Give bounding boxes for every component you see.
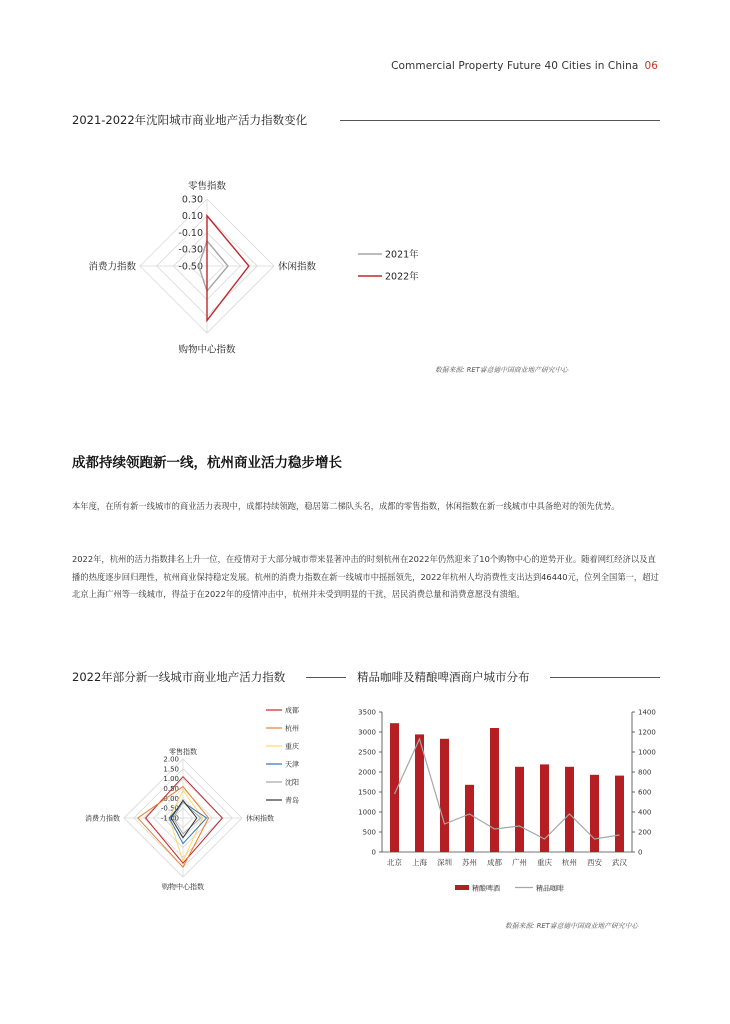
left-tick-label: 1000 bbox=[358, 808, 376, 817]
tick-label: 0.10 bbox=[181, 211, 203, 223]
legend-label: 沈阳 bbox=[285, 778, 299, 787]
header-title: Commercial Property Future 40 Cities in China bbox=[391, 60, 639, 72]
legend-label: 2021年 bbox=[385, 249, 419, 261]
category-label: 重庆 bbox=[537, 858, 552, 867]
left-tick-label: 0 bbox=[371, 848, 376, 857]
axis-label: 休闲指数 bbox=[246, 814, 274, 823]
coffee-beer-bar-chart bbox=[345, 700, 665, 905]
tick-label: 1.50 bbox=[163, 765, 179, 774]
axis-label: 零售指数 bbox=[187, 181, 227, 192]
right-tick-label: 200 bbox=[638, 828, 652, 837]
left-tick-label: 500 bbox=[362, 828, 376, 837]
section1-source: 数据来源: RET睿意德中国商业地产研究中心 bbox=[435, 366, 569, 374]
tick-label: -0.50 bbox=[160, 804, 179, 813]
left-tick-label: 3000 bbox=[358, 728, 376, 737]
article-heading: 成都持续领跑新一线，杭州商业活力稳步增长 bbox=[72, 455, 342, 471]
tick-label: 0.50 bbox=[163, 784, 179, 793]
bar bbox=[565, 767, 574, 852]
category-label: 广州 bbox=[512, 858, 527, 867]
tick-label: -0.30 bbox=[178, 244, 203, 256]
section2-rule bbox=[306, 677, 346, 678]
section3-title: 精品咖啡及精酿啤酒商户城市分布 bbox=[357, 670, 530, 684]
axis-label: 购物中心指数 bbox=[178, 344, 236, 356]
category-label: 武汉 bbox=[612, 858, 627, 867]
series-polygon bbox=[207, 216, 249, 321]
axis-label: 消费力指数 bbox=[88, 261, 136, 273]
legend-label: 重庆 bbox=[285, 742, 299, 751]
legend-label: 精酿啤酒 bbox=[472, 884, 500, 893]
tick-label: -0.10 bbox=[178, 227, 203, 239]
right-tick-label: 1000 bbox=[638, 748, 656, 757]
tick-label: 0.30 bbox=[181, 194, 203, 206]
section3-rule bbox=[550, 677, 660, 678]
right-tick-label: 1400 bbox=[638, 708, 656, 717]
right-tick-label: 600 bbox=[638, 788, 652, 797]
axis-label: 消费力指数 bbox=[85, 814, 120, 823]
tick-label: -0.50 bbox=[178, 261, 203, 273]
cities-radar-chart bbox=[70, 700, 310, 900]
right-tick-label: 1200 bbox=[638, 728, 656, 737]
left-tick-label: 1500 bbox=[358, 788, 376, 797]
axis-label: 购物中心指数 bbox=[162, 883, 204, 891]
axis-label: 零售指数 bbox=[169, 748, 197, 756]
category-label: 杭州 bbox=[562, 858, 577, 867]
legend-swatch bbox=[455, 885, 469, 890]
legend-label: 2022年 bbox=[385, 271, 419, 283]
tick-label: 2.00 bbox=[163, 755, 179, 764]
paragraph-1: 本年度，在所有新一线城市的商业活力表现中，成都持续领跑，稳居第二梯队头名，成都的零售指数，休闲指数在新一线城市中具备绝对的领先优势。 bbox=[72, 501, 620, 511]
legend-label: 天津 bbox=[285, 760, 299, 769]
left-tick-label: 2000 bbox=[358, 768, 376, 777]
page-number: 06 bbox=[644, 60, 658, 72]
category-label: 苏州 bbox=[462, 858, 477, 867]
running-header bbox=[391, 60, 658, 72]
right-tick-label: 400 bbox=[638, 808, 652, 817]
category-label: 上海 bbox=[412, 858, 427, 867]
section1-rule bbox=[340, 120, 660, 121]
left-tick-label: 3500 bbox=[358, 708, 376, 717]
bar bbox=[440, 739, 449, 852]
legend-label: 青岛 bbox=[285, 796, 299, 805]
bar bbox=[590, 775, 599, 852]
category-label: 西安 bbox=[587, 858, 602, 867]
section2-title: 2022年部分新一线城市商业地产活力指数 bbox=[72, 670, 286, 684]
bar bbox=[415, 734, 424, 852]
tick-label: -1.00 bbox=[160, 814, 179, 823]
bar bbox=[490, 728, 499, 852]
section1-title: 2021-2022年沈阳城市商业地产活力指数变化 bbox=[72, 113, 308, 127]
category-label: 北京 bbox=[387, 858, 402, 867]
paragraph-2: 2022年，杭州的活力指数排名上升一位，在疫情对于大部分城市带来显著冲击的时刻杭州在2022年仍然迎来了10个购物中心的逆势开业。随着网红经济以及直播的热度逐步回归理性，杭州商业保持稳定发展。杭州的消费力指数在新一线城市中摇摇领先，2022年杭州人均消费性支出达到46440元，位列全国第一，超过北京上海广州等一线城市，得益于在2022年的疫情冲击中，杭州并未受到明显的干扰，居民消费总量和消费意愿没有溃缩。 bbox=[72, 554, 659, 599]
legend-label: 杭州 bbox=[285, 724, 299, 733]
bar bbox=[515, 767, 524, 852]
legend-label: 精品咖啡 bbox=[536, 884, 564, 893]
right-tick-label: 800 bbox=[638, 768, 652, 777]
tick-label: 0.00 bbox=[163, 794, 179, 803]
bar bbox=[465, 785, 474, 852]
bar bbox=[615, 776, 624, 852]
category-label: 深圳 bbox=[437, 858, 452, 867]
left-tick-label: 2500 bbox=[358, 748, 376, 757]
right-tick-label: 0 bbox=[638, 848, 643, 857]
coffee-line bbox=[395, 739, 620, 839]
section3-source: 数据来源: RET睿意德中国商业地产研究中心 bbox=[505, 922, 639, 930]
shenyang-radar-chart bbox=[60, 165, 480, 365]
category-label: 成都 bbox=[487, 858, 502, 867]
axis-label: 休闲指数 bbox=[278, 261, 317, 273]
legend-label: 成都 bbox=[285, 706, 299, 715]
tick-label: 1.00 bbox=[163, 775, 179, 784]
